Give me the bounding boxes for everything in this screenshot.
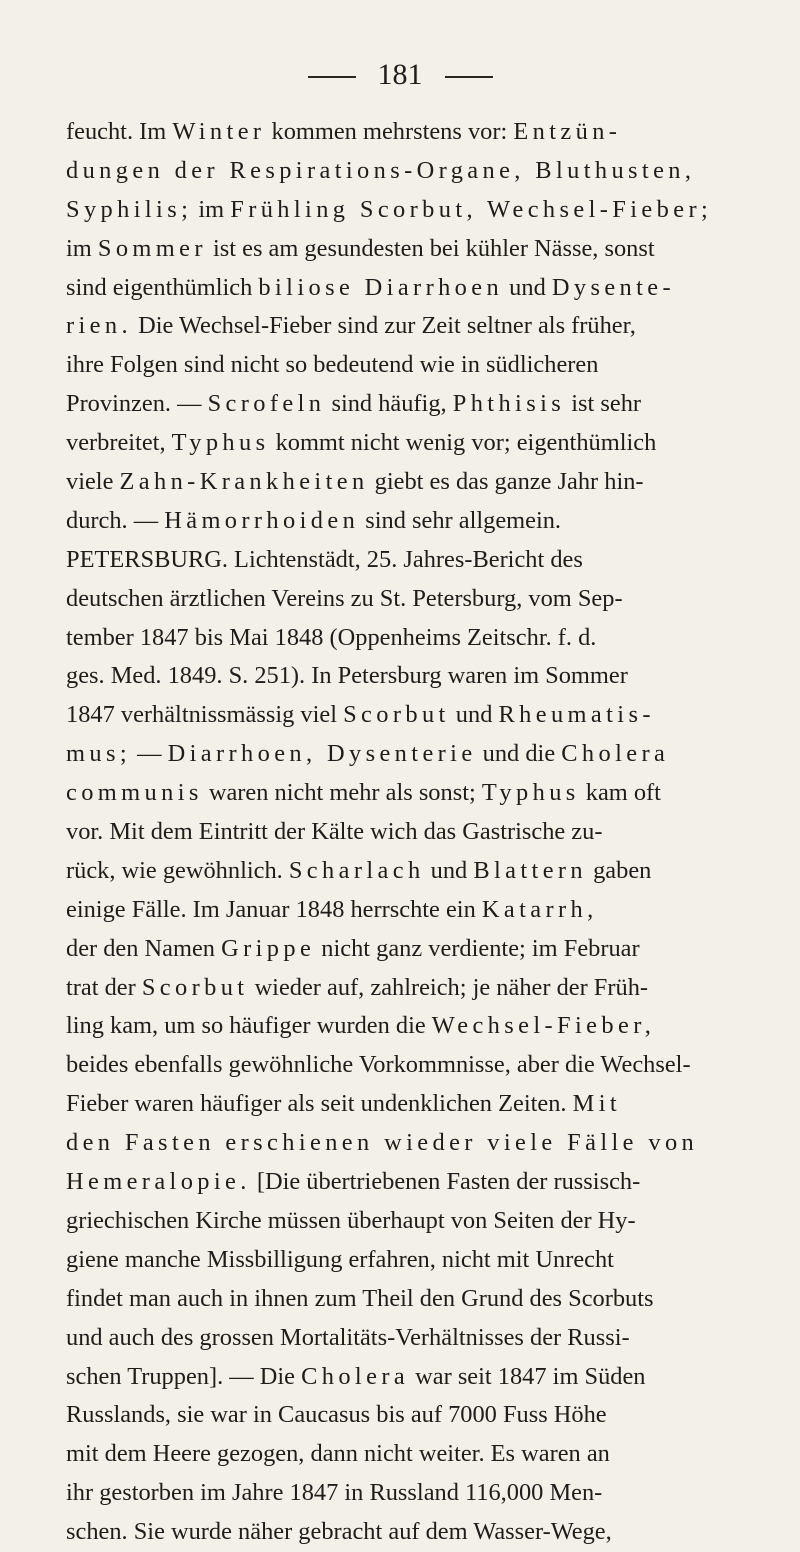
text-run: —	[131, 740, 168, 768]
text-run: feucht. Im	[66, 118, 173, 145]
text-run: im	[66, 234, 98, 262]
text-run: ihre Folgen sind nicht so bedeutend wie in südlicheren	[66, 351, 599, 379]
spaced-term: Typhus	[481, 779, 580, 807]
spaced-term: Dysente-	[551, 273, 676, 301]
spaced-term: Cholera	[301, 1362, 410, 1390]
text-line	[66, 230, 746, 269]
text-run: ges. Med. 1849. S. 251). In Petersburg waren im Sommer	[66, 662, 628, 690]
spaced-term: Diarrhoen, Dysenterie	[167, 740, 477, 768]
spaced-term: Sommer	[97, 234, 207, 262]
text-run: Russlands, sie war in Caucasus bis auf 7000 Fuss Höhe	[66, 1401, 607, 1429]
text-run: und	[449, 701, 499, 729]
text-run: ihr gestorben im Jahre 1847 in Russland 116,000 Men-	[66, 1479, 603, 1507]
spaced-term: communis	[66, 779, 203, 807]
text-line	[66, 269, 746, 308]
text-run: Fieber waren häufiger als seit undenklichen Zeiten.	[66, 1090, 573, 1118]
text-line	[66, 735, 746, 774]
spaced-term: Scrofeln	[207, 390, 326, 418]
text-line	[66, 1396, 746, 1435]
spaced-term: Scorbut	[141, 973, 249, 1001]
spaced-term: Hemeralopie.	[66, 1168, 251, 1196]
text-run: griechischen Kirche müssen überhaupt von Seiten der Hy-	[66, 1206, 636, 1234]
text-run: Provinzen. —	[66, 390, 208, 418]
text-run: und	[424, 856, 474, 884]
text-run: durch. —	[66, 506, 165, 534]
spaced-term: rien.	[66, 312, 132, 340]
text-line	[66, 191, 746, 230]
text-run: schen. Sie wurde näher gebracht auf dem Wasser-Wege,	[66, 1518, 612, 1546]
header-rule-right	[445, 76, 493, 78]
spaced-term: Grippe	[221, 934, 316, 962]
text-line	[66, 580, 746, 619]
text-line	[66, 463, 746, 502]
text-run: einige Fälle. Im Januar 1848 herrschte ein	[66, 895, 482, 923]
text-line	[66, 1241, 746, 1280]
text-run: kommt nicht wenig vor; eigenthümlich	[269, 429, 657, 457]
spaced-term: Winter	[172, 118, 266, 145]
text-line	[66, 1007, 746, 1046]
spaced-term: mus;	[66, 740, 132, 768]
text-run: rück, wie gewöhnlich.	[66, 856, 289, 884]
header-rule-left	[308, 76, 356, 78]
text-line	[66, 774, 746, 813]
text-run: ist sehr	[565, 390, 642, 418]
text-line	[66, 424, 746, 463]
text-line	[66, 1202, 746, 1241]
spaced-term: Scharlach	[288, 856, 425, 884]
text-line	[66, 385, 746, 424]
text-run: und die	[476, 740, 562, 768]
text-run: mit dem Heere gezogen, dann nicht weiter. Es waren an	[66, 1440, 610, 1468]
spaced-term: Wechsel-Fieber,	[431, 1012, 656, 1040]
text-line	[66, 1513, 746, 1552]
text-line	[66, 1163, 746, 1202]
text-run: [Die übertriebenen Fasten der russisch-	[250, 1168, 641, 1196]
text-run: vor. Mit dem Eintritt der Kälte wich das Gastrische zu-	[66, 818, 603, 846]
text-run: waren nicht mehr als sonst;	[202, 779, 482, 807]
text-run: war seit 1847 im Süden	[409, 1362, 646, 1390]
text-run: ist es am gesundesten bei kühler Nässe, sonst	[206, 234, 655, 262]
text-line	[66, 113, 746, 152]
text-run: PETERSBURG. Lichtenstädt, 25. Jahres-Bericht des	[66, 545, 583, 573]
text-run: sind eigenthümlich	[66, 273, 259, 301]
text-line	[66, 657, 746, 696]
text-run: der den Namen	[66, 934, 222, 962]
text-run: beides ebenfalls gewöhnliche Vorkommnisse, aber die Wechsel-	[66, 1051, 691, 1079]
text-run: ling kam, um so häufiger wurden die	[66, 1012, 432, 1040]
text-line	[66, 852, 746, 891]
text-run: sind sehr allgemein.	[359, 506, 562, 534]
spaced-term: Syphilis;	[66, 195, 193, 223]
text-line	[66, 1280, 746, 1319]
text-line	[66, 541, 746, 580]
text-run: verbreitet,	[66, 429, 172, 457]
spaced-term: Katarrh,	[481, 895, 598, 923]
spaced-term: den Fasten erschienen wieder viele Fälle von	[66, 1129, 699, 1157]
text-run: Die Wechsel-Fieber sind zur Zeit seltner als früher,	[131, 312, 636, 340]
spaced-term: Rheumatis-	[498, 701, 655, 729]
text-run: deutschen ärztlichen Vereins zu St. Petersburg, vom Sep-	[66, 584, 623, 612]
page-header	[0, 58, 800, 92]
text-line	[66, 346, 746, 385]
text-line	[66, 1085, 746, 1124]
text-line	[66, 1319, 746, 1358]
text-run: gaben	[587, 856, 652, 884]
text-line	[66, 813, 746, 852]
text-line	[66, 1435, 746, 1474]
text-run: und	[503, 273, 552, 301]
spaced-term: Frühling Scorbut, Wechsel-Fieber;	[230, 195, 713, 223]
text-line	[66, 307, 746, 346]
text-run: kam oft	[579, 779, 661, 807]
page-number: 181	[377, 58, 423, 91]
spaced-term: biliose Diarrhoen	[258, 273, 504, 301]
text-run: im	[192, 195, 231, 223]
text-run: giebt es das ganze Jahr hin-	[368, 468, 644, 496]
text-line	[66, 930, 746, 969]
spaced-term: Blattern	[473, 856, 588, 884]
spaced-term: Zahn-Krankheiten	[119, 468, 369, 496]
text-run: viele	[66, 468, 120, 496]
text-run: schen Truppen]. — Die	[66, 1362, 302, 1390]
text-line	[66, 619, 746, 658]
spaced-term: dungen der Respirations-Organe, Bluthusten,	[66, 156, 696, 184]
spaced-term: Entzün-	[513, 118, 622, 145]
text-run: wieder auf, zahlreich; je näher der Früh-	[248, 973, 649, 1001]
text-line	[66, 1124, 746, 1163]
spaced-term: Typhus	[171, 429, 270, 457]
text-line	[66, 1358, 746, 1397]
text-line	[66, 969, 746, 1008]
spaced-term: Hämorrhoiden	[164, 506, 360, 534]
text-run: giene manche Missbilligung erfahren, nicht mit Unrecht	[66, 1245, 614, 1273]
spaced-term: Scorbut	[343, 701, 450, 729]
text-line	[66, 891, 746, 930]
text-line	[66, 1474, 746, 1513]
text-run: trat der	[66, 973, 142, 1001]
spaced-term: Phthisis	[452, 390, 566, 418]
spaced-term: Mit	[572, 1090, 622, 1118]
spaced-term: Cholera	[561, 740, 670, 768]
text-line	[66, 696, 746, 735]
text-run: findet man auch in ihnen zum Theil den Grund des Scorbuts	[66, 1284, 654, 1312]
text-line	[66, 1046, 746, 1085]
text-run: und auch des grossen Mortalitäts-Verhältnisses der Russi-	[66, 1323, 630, 1351]
text-line	[66, 502, 746, 541]
body-text	[66, 113, 746, 1552]
text-run: tember 1847 bis Mai 1848 (Oppenheims Zeitschr. f. d.	[66, 623, 597, 651]
text-run: kommen mehrstens vor:	[265, 118, 514, 145]
text-run: nicht ganz verdiente; im Februar	[315, 934, 640, 962]
text-line	[66, 152, 746, 191]
text-run: 1847 verhältnissmässig viel	[66, 701, 344, 729]
text-run: sind häufig,	[325, 390, 453, 418]
